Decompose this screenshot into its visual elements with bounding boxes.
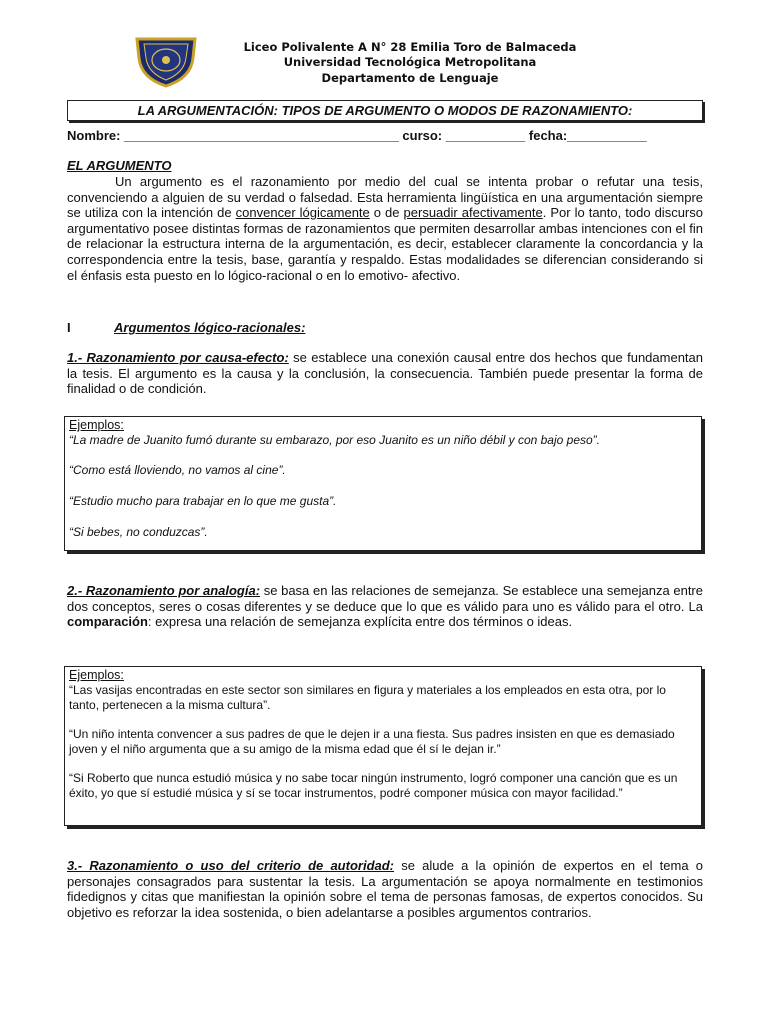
reasoning-2-paragraph: 2.- Razonamiento por analogía: se basa en las relaciones de semejanza. Se establece una semejanza entre dos conceptos, seres o cosas diferentes y se deduce que lo que es válido para uno es válido para el otro. La comparación: expresa una relación de semejanza explícita entre dos términos o ideas. — [67, 583, 703, 630]
worksheet-title: LA ARGUMENTACIÓN: TIPOS DE ARGUMENTO O MODOS DE RAZONAMIENTO: — [67, 100, 703, 121]
reasoning-3-paragraph: 3.- Razonamiento o uso del criterio de autoridad: se alude a la opinión de expertos en el tema o personajes consagrados para sustentar la tesis. La argumentación se apoya normalmente en testimonios fidedignos y citas que manifiestan la opinión sobre el tema de personas famosas, de expertos conocidos. Su objetivo es reforzar la idea sostenida, o bien adelantarse a posibles argumentos contrarios. — [67, 858, 703, 920]
section-heading: EL ARGUMENTO — [67, 158, 172, 173]
reasoning-1-paragraph: 1.- Razonamiento por causa-efecto: se establece una conexión causal entre dos hechos que fundamentan la tesis. El argumento es la causa y la conclusión, la consecuencia. También puede presentar la forma de finalidad o de condición. — [67, 350, 703, 397]
university-name: Universidad Tecnológica Metropolitana — [283, 55, 537, 69]
examples-label: Ejemplos: — [69, 668, 124, 682]
example-item: “Un niño intenta convencer a sus padres de que le dejen ir a una fiesta. Sus padres insisten en que es demasiado joven y el niño argumenta que a su amigo de la misma edad que él sí le dejan ir.” — [69, 727, 675, 756]
examples-box-1 — [64, 416, 702, 551]
examples-box-2 — [64, 666, 702, 826]
intro-paragraph: Un argumento es el razonamiento por medio del cual se intenta probar o refutar una tesis, convenciendo a alguien de su verdad o falsedad. Esta herramienta lingüística en una argumentación siempre se utiliza con la intención de convencer lógicamente o de persuadir afectivamente. Por lo tanto, todo discurso argumentativo posee distintas formas de razonamientos que permiten desarrollar ambas intenciones con el fin de relacionar la estructura interna de la argumentación, es decir, establecer claramente la concordancia y la correspondencia entre la tesis, base, garantía y respaldo. Estas modalidades se diferencian considerando si el énfasis esta puesto en lo lógico-racional o en lo emotivo- afectivo. — [67, 174, 703, 283]
example-item: “Como está lloviendo, no vamos al cine”. — [69, 463, 286, 477]
example-item: “Si bebes, no conduzcas”. — [69, 525, 208, 539]
student-info-line: Nombre: ______________________________________ curso: ___________ fecha:___________ — [67, 128, 647, 143]
example-item: “Las vasijas encontradas en este sector son similares en figura y materiales a los empleados en esta otra, por lo tanto, pertenecen a la misma cultura”. — [69, 683, 666, 712]
part-heading: Argumentos lógico-racionales: — [114, 320, 306, 335]
part-numeral: I — [67, 320, 71, 335]
example-item: “La madre de Juanito fumó durante su embarazo, por eso Juanito es un niño débil y con bajo peso”. — [69, 433, 600, 447]
example-item: “Estudio mucho para trabajar en lo que me gusta”. — [69, 494, 337, 508]
department-name: Departamento de Lenguaje — [321, 71, 499, 85]
examples-label: Ejemplos: — [69, 418, 124, 432]
example-item: “Si Roberto que nunca estudió música y no sabe tocar ningún instrumento, logró componer una canción que es un éxito, yo que sí estudié música y sí se tocar instrumentos, podré componer música con mayor facilidad.” — [69, 771, 678, 800]
school-name: Liceo Polivalente A N° 28 Emilia Toro de Balmaceda — [243, 40, 577, 54]
